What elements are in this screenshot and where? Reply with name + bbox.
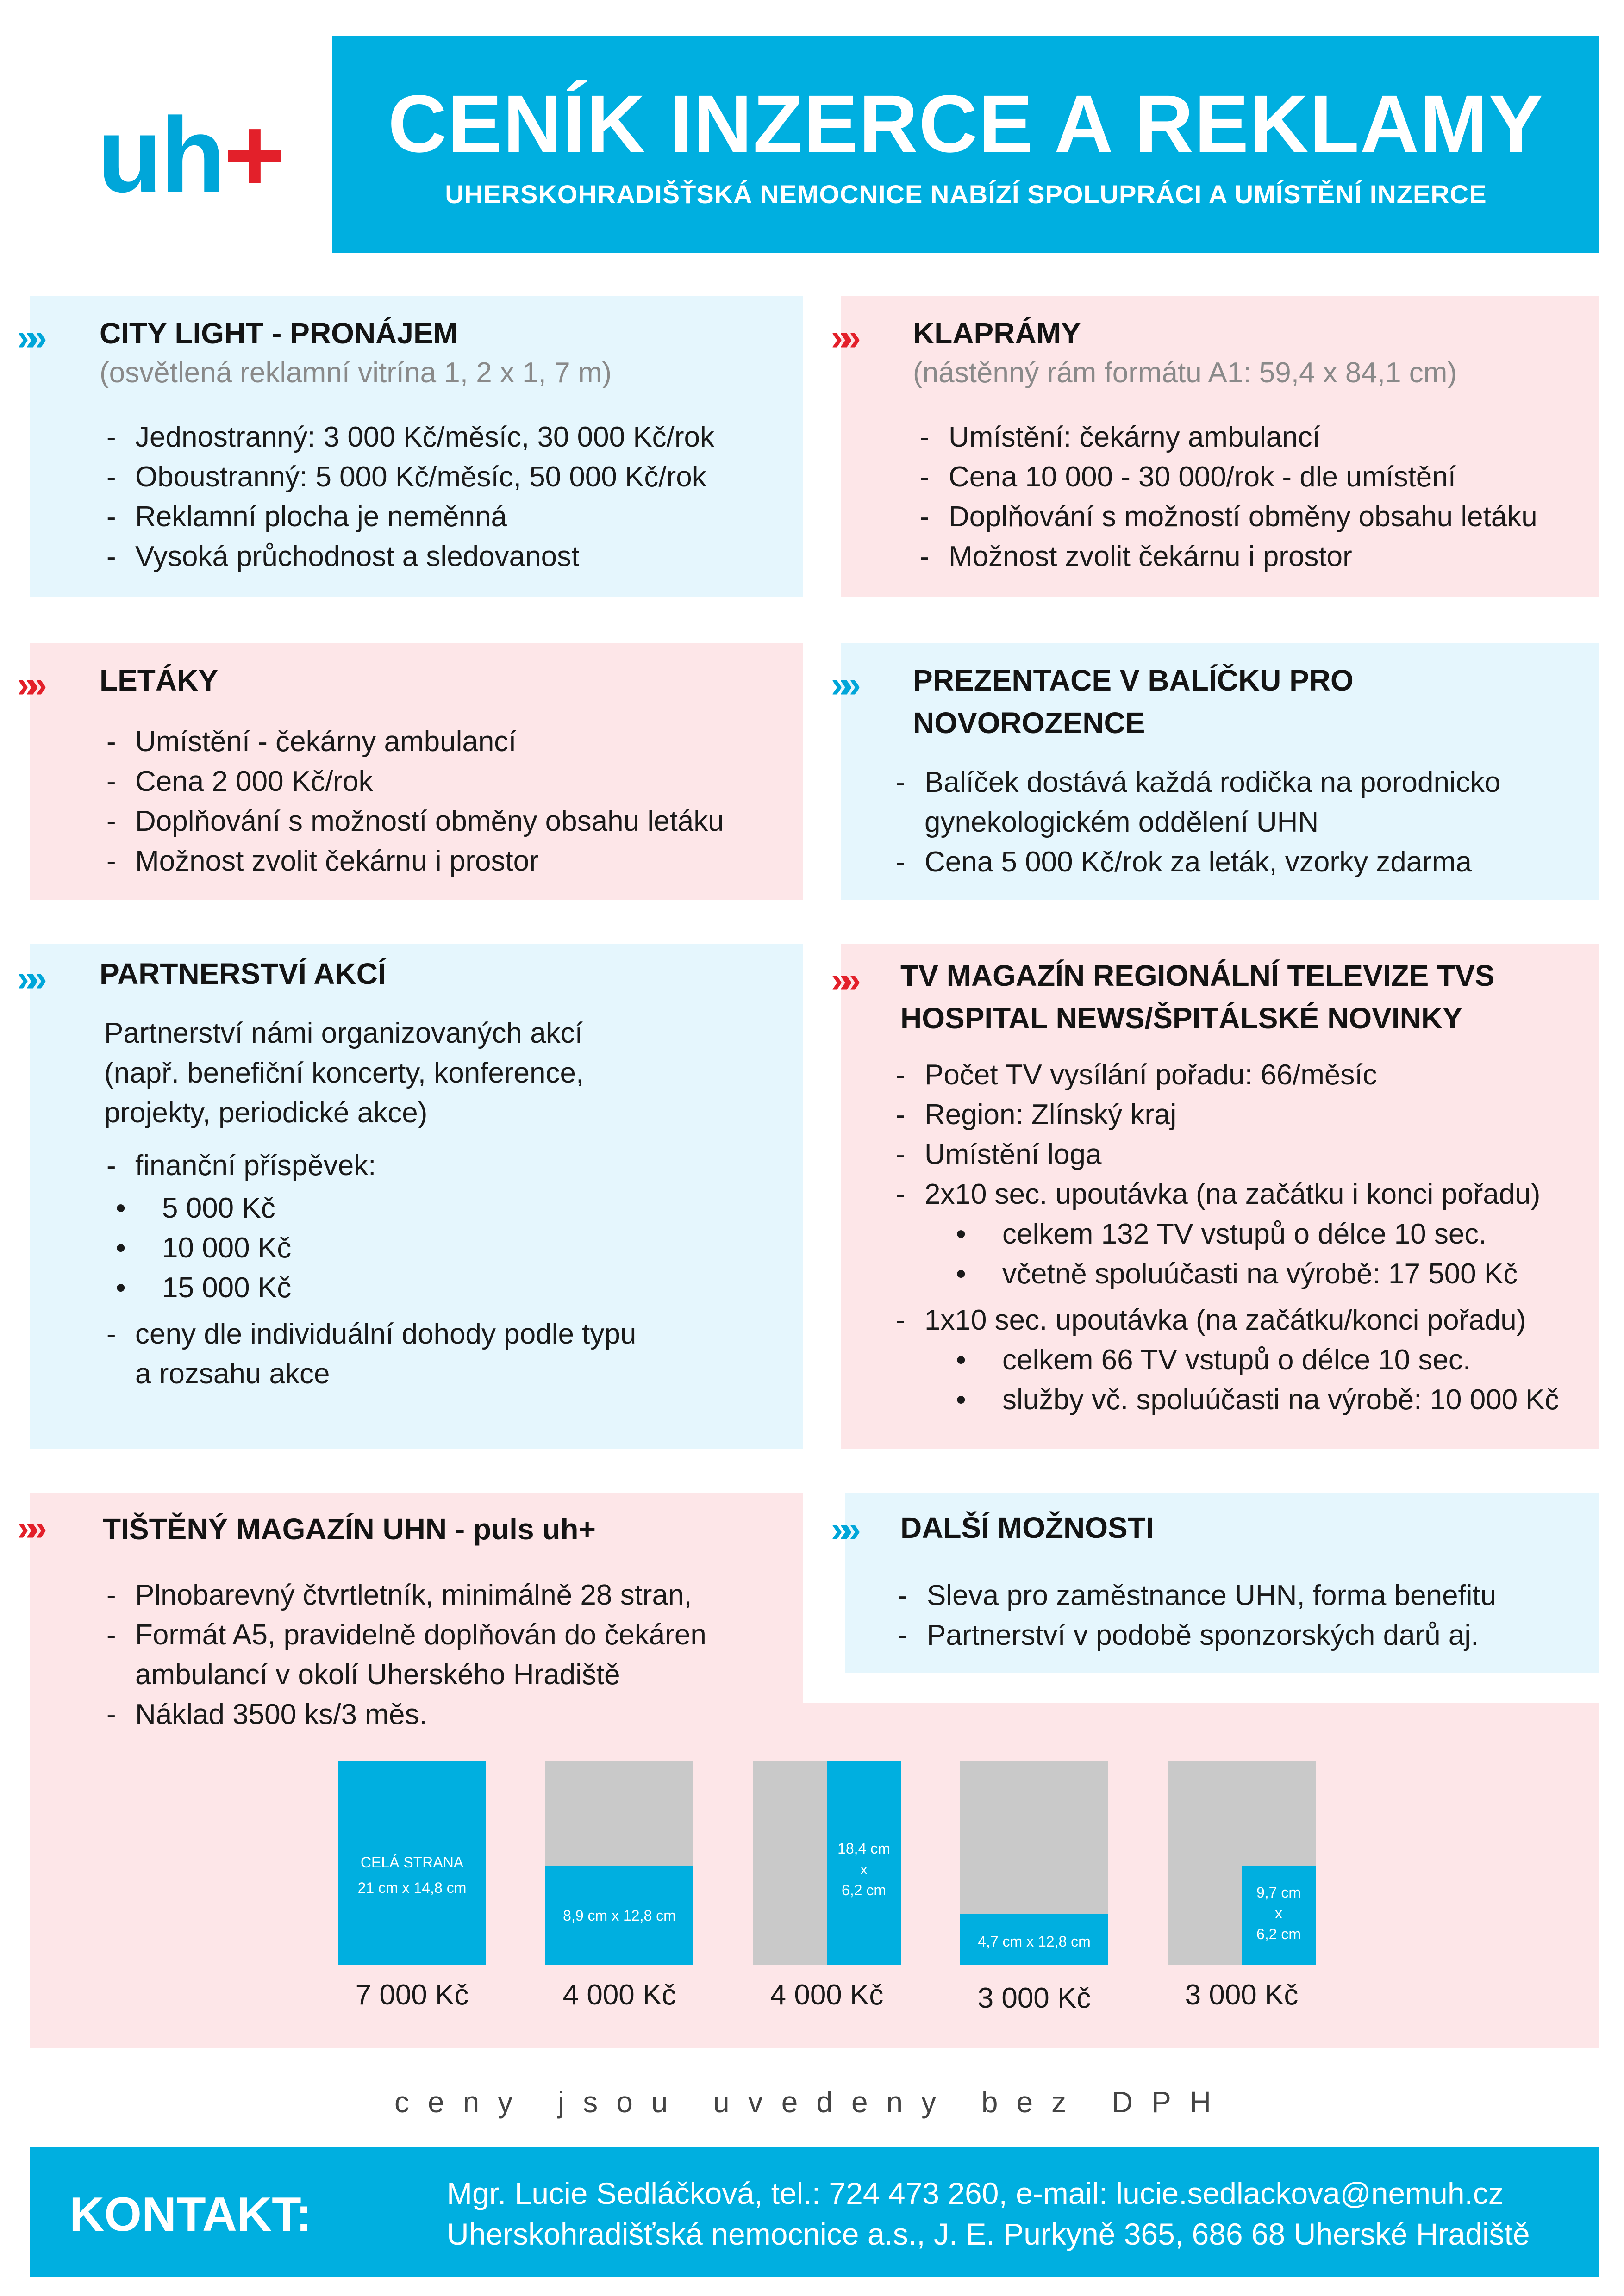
- klapramy-section: [831, 296, 1599, 597]
- partnerstvi-list: [106, 1146, 639, 1394]
- chevron-icon: »»: [831, 317, 851, 358]
- list-item: [896, 1175, 1590, 1294]
- amount-item: • 15 000 Kč: [106, 1268, 639, 1308]
- list-item: - Náklad 3500 ks/3 měs.: [106, 1695, 773, 1735]
- logo: [97, 95, 284, 214]
- list-item: - Počet TV vysílání pořadu: 66/měsíc: [896, 1055, 1590, 1095]
- list-item: - Umístění loga: [896, 1135, 1590, 1175]
- list-item: - Umístění: čekárny ambulancí: [920, 417, 1591, 457]
- section-title: TIŠTĚNÝ MAGAZÍN UHN - puls uh+: [103, 1512, 596, 1546]
- list-item: [106, 1146, 639, 1308]
- list-item: - Doplňování s možností obměny obsahu letáku: [106, 802, 792, 841]
- ad-label: 21 cm x 14,8 cm: [357, 1879, 467, 1896]
- list-item: - Možnost zvolit čekárnu i prostor: [920, 537, 1591, 577]
- sub-item: • celkem 132 TV vstupů o délce 10 sec.: [947, 1214, 1590, 1254]
- prezentace-list: [896, 763, 1558, 882]
- section-title: DALŠÍ MOŽNOSTI: [900, 1511, 1154, 1544]
- sub-list: [947, 1340, 1590, 1420]
- section-title: CITY LIGHT - PRONÁJEM: [100, 317, 458, 350]
- amount-item: • 10 000 Kč: [106, 1228, 639, 1268]
- list-item: - Vysoká průchodnost a sledovanost: [106, 537, 792, 577]
- list-item: - Umístění - čekárny ambulancí: [106, 722, 792, 762]
- chevron-icon: »»: [831, 959, 851, 1000]
- price-note: ceny jsou uvedeny bez DPH: [394, 2085, 1230, 2119]
- ad-quarter-corner: [1168, 1761, 1316, 1965]
- ad-quarter-horizontal: [960, 1761, 1108, 1965]
- ad-half-vertical: [753, 1761, 901, 1965]
- description-line: projekty, periodické akce): [104, 1097, 428, 1129]
- section-title-line: NOVOROZENCE: [913, 706, 1145, 740]
- contact-line: Uherskohradišťská nemocnice a.s., J. E. Purkyně 365, 686 68 Uherské Hradiště: [447, 2217, 1530, 2251]
- ad-label: 6,2 cm: [1256, 1926, 1301, 1942]
- section-subtitle: (nástěnný rám formátu A1: 59,4 x 84,1 cm): [913, 357, 1457, 389]
- ad-label: x: [860, 1861, 868, 1878]
- city-light-list: [106, 417, 792, 577]
- section-title: [900, 954, 1495, 1039]
- list-item: - Reklamní plocha je neměnná: [106, 497, 792, 537]
- prezentace-section: [831, 643, 1599, 900]
- partnerstvi-section: [17, 944, 803, 1449]
- ad-price: 4 000 Kč: [770, 1979, 884, 2011]
- chevron-icon: »»: [17, 664, 37, 705]
- ad-fill: [545, 1866, 693, 1965]
- section-title: LETÁKY: [100, 664, 218, 697]
- klapramy-list: [920, 417, 1591, 577]
- description-line: (např. benefiční koncerty, konference,: [104, 1057, 584, 1089]
- chevron-icon: »»: [17, 1507, 37, 1548]
- ad-label: 6,2 cm: [841, 1882, 887, 1898]
- sub-list: [947, 1214, 1590, 1294]
- list-item: - Plnobarevný čtvrtletník, minimálně 28 stran,: [106, 1575, 773, 1615]
- contact-details: [447, 2173, 1530, 2254]
- sub-item: • celkem 66 TV vstupů o délce 10 sec.: [947, 1340, 1590, 1380]
- letaky-list: [106, 722, 792, 881]
- section-title: KLAPRÁMY: [913, 317, 1081, 350]
- dalsi-list: [898, 1576, 1583, 1655]
- contact-label: KONTAKT:: [69, 2188, 312, 2241]
- contact-line: Mgr. Lucie Sedláčková, tel.: 724 473 260, e-mail: lucie.sedlackova@nemuh.cz: [447, 2176, 1504, 2210]
- header-banner: [332, 36, 1599, 253]
- ad-label: 8,9 cm x 12,8 cm: [563, 1907, 676, 1924]
- ad-price: 3 000 Kč: [1185, 1979, 1299, 2011]
- description-line: Partnerství námi organizovaných akcí: [104, 1017, 583, 1049]
- list-item: - Doplňování s možností obměny obsahu letáku: [920, 497, 1591, 537]
- ad-full-page: [338, 1761, 486, 1965]
- ad-half-horizontal: [545, 1761, 693, 1965]
- ad-fill: [960, 1914, 1108, 1965]
- amount-item: • 5 000 Kč: [106, 1188, 639, 1228]
- ad-label: 18,4 cm: [837, 1840, 890, 1857]
- ad-fill: [827, 1761, 901, 1965]
- section-subtitle: (osvětlená reklamní vitrína 1, 2 x 1, 7 m): [100, 357, 612, 389]
- chevron-icon: »»: [831, 664, 851, 705]
- ad-price: 7 000 Kč: [355, 1979, 469, 2011]
- list-item: - Cena 2 000 Kč/rok: [106, 762, 792, 802]
- list-item: - Partnerství v podobě sponzorských darů aj.: [898, 1616, 1583, 1655]
- list-item: - Formát A5, pravidelně doplňován do čekáren ambulancí v okolí Uherského Hradiště: [106, 1615, 773, 1695]
- list-item: - Cena 10 000 - 30 000/rok - dle umístění: [920, 457, 1591, 497]
- list-item: [896, 1300, 1590, 1420]
- page-title: CENÍK INZERCE A REKLAMY: [387, 79, 1544, 169]
- ad-label: 4,7 cm x 12,8 cm: [978, 1933, 1091, 1950]
- tisteny-list: [106, 1575, 773, 1735]
- ad-label: 9,7 cm: [1256, 1884, 1301, 1901]
- letaky-section: [17, 643, 803, 900]
- tv-section: [831, 944, 1599, 1449]
- chevron-icon: »»: [831, 1509, 851, 1549]
- list-item: - Možnost zvolit čekárnu i prostor: [106, 841, 792, 881]
- sub-item: • včetně spoluúčasti na výrobě: 17 500 Kč: [947, 1254, 1590, 1294]
- logo-text: uh: [97, 95, 224, 214]
- section-title: PARTNERSTVÍ AKCÍ: [100, 957, 386, 990]
- list-item: - Jednostranný: 3 000 Kč/měsíc, 30 000 Kč/rok: [106, 417, 792, 457]
- section-title-line: TV MAGAZÍN REGIONÁLNÍ TELEVIZE TVS: [900, 959, 1495, 992]
- ad-price: 3 000 Kč: [977, 1982, 1091, 2014]
- list-item: - Oboustranný: 5 000 Kč/měsíc, 50 000 Kč/rok: [106, 457, 792, 497]
- city-light-section: [17, 296, 803, 597]
- contact-footer: [30, 2147, 1599, 2277]
- tv-list: [896, 1055, 1590, 1420]
- partnerstvi-description: [104, 1014, 775, 1133]
- list-item-text: - finanční příspěvek:: [135, 1150, 376, 1182]
- list-item: - ceny dle individuální dohody podle typu a rozsahu akce: [106, 1314, 639, 1394]
- amounts-list: [106, 1188, 639, 1308]
- list-item: - Sleva pro zaměstnance UHN, forma benefitu: [898, 1576, 1583, 1616]
- ad-label: CELÁ STRANA: [360, 1854, 464, 1871]
- list-item: - Region: Zlínský kraj: [896, 1095, 1590, 1135]
- list-item: - Balíček dostává každá rodička na porodnicko gynekologickém oddělení UHN: [896, 763, 1558, 842]
- ad-fill: [1242, 1866, 1316, 1965]
- chevron-icon: »»: [17, 317, 37, 358]
- list-item-text: - 1x10 sec. upoutávka (na začátku/konci pořadu): [924, 1304, 1526, 1336]
- ad-label: x: [1275, 1905, 1282, 1922]
- ad-price: 4 000 Kč: [562, 1979, 676, 2011]
- list-item-text: - 2x10 sec. upoutávka (na začátku i konci pořadu): [924, 1178, 1541, 1210]
- logo-plus: +: [224, 95, 284, 214]
- sub-item: • služby vč. spoluúčasti na výrobě: 10 000 Kč: [947, 1380, 1590, 1420]
- page-subtitle: UHERSKOHRADIŠŤSKÁ NEMOCNICE NABÍZÍ SPOLUPRÁCI A UMÍSTĚNÍ INZERCE: [445, 180, 1487, 209]
- section-title-line: PREZENTACE V BALÍČKU PRO: [913, 664, 1354, 697]
- dalsi-section: [831, 1493, 1599, 1673]
- section-title-line: HOSPITAL NEWS/ŠPITÁLSKÉ NOVINKY: [900, 1002, 1462, 1035]
- section-title: [913, 659, 1354, 744]
- list-item: - Cena 5 000 Kč/rok za leták, vzorky zdarma: [896, 842, 1558, 882]
- chevron-icon: »»: [17, 958, 37, 999]
